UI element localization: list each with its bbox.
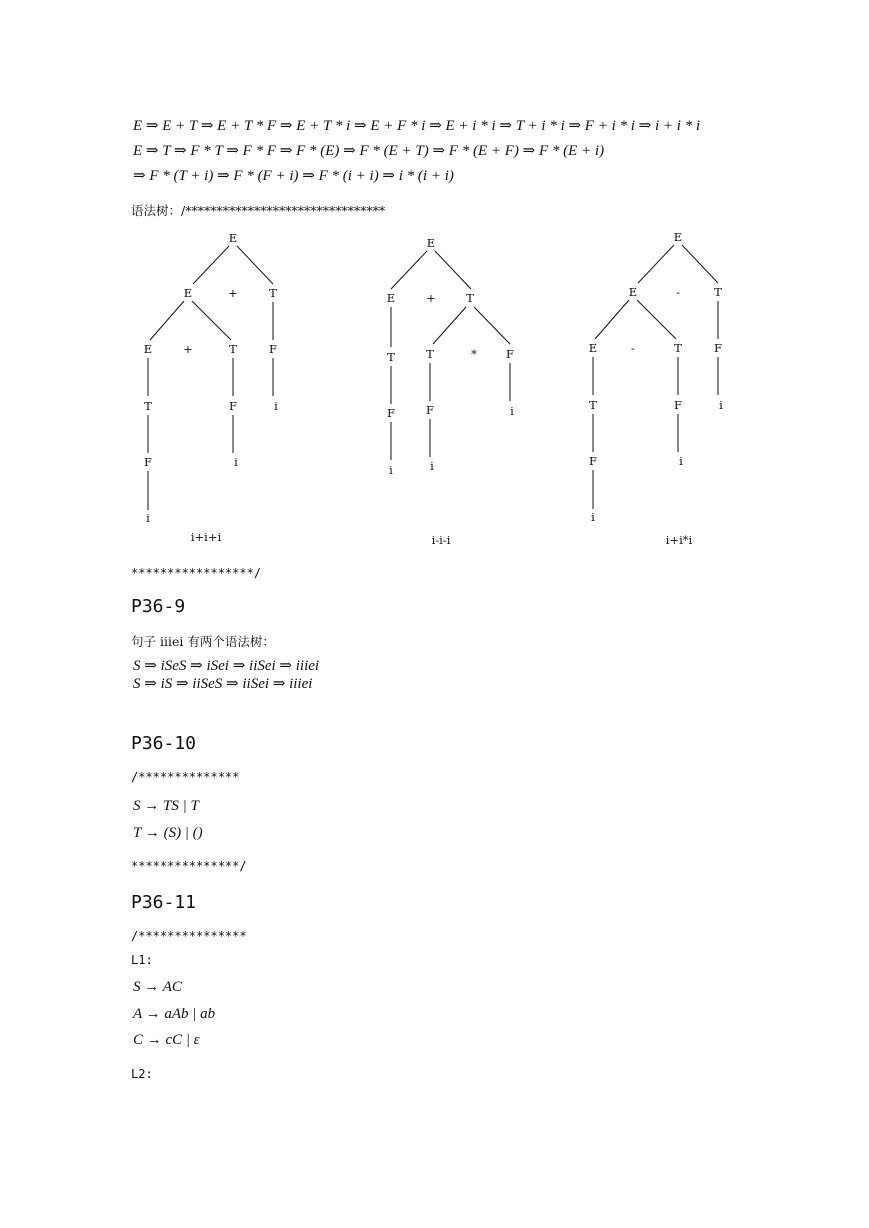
svg-text:i: i xyxy=(389,463,393,477)
p36-10-comment-open: /************** xyxy=(131,770,240,784)
svg-text:i: i xyxy=(591,510,595,524)
p36-11-l2-label: L2: xyxy=(131,1067,153,1081)
t3-root: E xyxy=(673,230,683,244)
heading-p36-9: P36-9 xyxy=(131,596,186,617)
svg-text:T: T xyxy=(426,347,434,361)
svg-text:T: T xyxy=(269,286,277,300)
svg-text:F: F xyxy=(426,403,434,417)
svg-text:F: F xyxy=(589,454,597,468)
svg-text:i: i xyxy=(679,454,683,468)
svg-text:F: F xyxy=(269,342,277,356)
svg-text:F: F xyxy=(229,399,237,413)
heading-p36-10: P36-10 xyxy=(131,733,197,754)
svg-text:E: E xyxy=(588,341,598,355)
svg-text:T: T xyxy=(387,350,395,364)
svg-text:E: E xyxy=(386,291,396,305)
svg-text:T: T xyxy=(674,341,682,355)
svg-text:T: T xyxy=(466,291,474,305)
t1-caption: i+i+i xyxy=(190,530,222,544)
svg-text:i: i xyxy=(146,511,150,525)
derivation-line-1: E ⇒ E + T ⇒ E + T * F ⇒ E + T * i ⇒ E + F * i ⇒ E + i * i ⇒ T + i * i ⇒ F + i * i ⇒ i + i * i xyxy=(133,118,701,134)
svg-text:F: F xyxy=(674,398,682,412)
p36-10-rule-1: S → TS | T xyxy=(133,798,199,814)
svg-text:F: F xyxy=(387,406,395,420)
syntax-tree-diagrams xyxy=(0,222,869,562)
svg-text:T: T xyxy=(229,342,237,356)
heading-p36-11: P36-11 xyxy=(131,892,197,913)
p36-11-rule-2: A → aAb | ab xyxy=(133,1006,216,1022)
syntax-tree-label: 语法树：/******************************** xyxy=(131,203,386,218)
svg-text:F: F xyxy=(144,455,152,469)
svg-text:i: i xyxy=(430,459,434,473)
t3-caption: i+i*i xyxy=(665,533,693,547)
svg-text:i: i xyxy=(510,404,514,418)
p36-9-line-1: S ⇒ iSeS ⇒ iSei ⇒ iiSei ⇒ iiiei xyxy=(133,658,320,674)
p36-11-l1-label: L1: xyxy=(131,953,153,967)
t1-root: E xyxy=(228,231,238,245)
svg-text:i: i xyxy=(274,399,278,413)
svg-text:i: i xyxy=(234,455,238,469)
svg-text:T: T xyxy=(714,285,722,299)
syntax-tree-1 xyxy=(144,231,278,544)
p36-11-comment-open: /*************** xyxy=(131,929,247,943)
t1-op2: + xyxy=(183,342,193,356)
svg-text:T: T xyxy=(144,399,152,413)
p36-9-line-2: S ⇒ iS ⇒ iiSeS ⇒ iiSei ⇒ iiiei xyxy=(133,676,313,692)
t3-op1: - xyxy=(676,285,680,299)
derivation-line-3: ⇒ F * (T + i) ⇒ F * (F + i) ⇒ F * (i + i) ⇒ i * (i + i) xyxy=(133,168,454,184)
svg-text:F: F xyxy=(714,341,722,355)
derivation-line-2: E ⇒ T ⇒ F * T ⇒ F * F ⇒ F * (E) ⇒ F * (E + T) ⇒ F * (E + F) ⇒ F * (E + i) xyxy=(133,143,605,159)
t3-op2: - xyxy=(631,341,635,355)
svg-text:E: E xyxy=(183,286,193,300)
t2-root: E xyxy=(426,236,436,250)
t2-op1: + xyxy=(426,291,436,305)
svg-text:E: E xyxy=(143,342,153,356)
svg-text:T: T xyxy=(589,398,597,412)
tree-comment-end: *****************/ xyxy=(131,566,262,580)
p36-9-desc: 句子 iiiei 有两个语法树： xyxy=(131,634,275,649)
svg-text:F: F xyxy=(506,347,514,361)
t2-caption: i-i-i xyxy=(431,533,451,547)
p36-11-rule-1: S → AC xyxy=(133,979,182,995)
svg-text:E: E xyxy=(628,285,638,299)
t2-op2: * xyxy=(471,347,477,361)
svg-text:i: i xyxy=(719,398,723,412)
p36-10-comment-close: ***************/ xyxy=(131,859,247,873)
syntax-tree-2 xyxy=(387,236,514,547)
p36-10-rule-2: T → (S) | () xyxy=(133,825,203,841)
t1-op1: + xyxy=(228,286,238,300)
p36-11-rule-3: C → cC | ε xyxy=(133,1032,200,1048)
syntax-tree-3 xyxy=(589,230,723,547)
